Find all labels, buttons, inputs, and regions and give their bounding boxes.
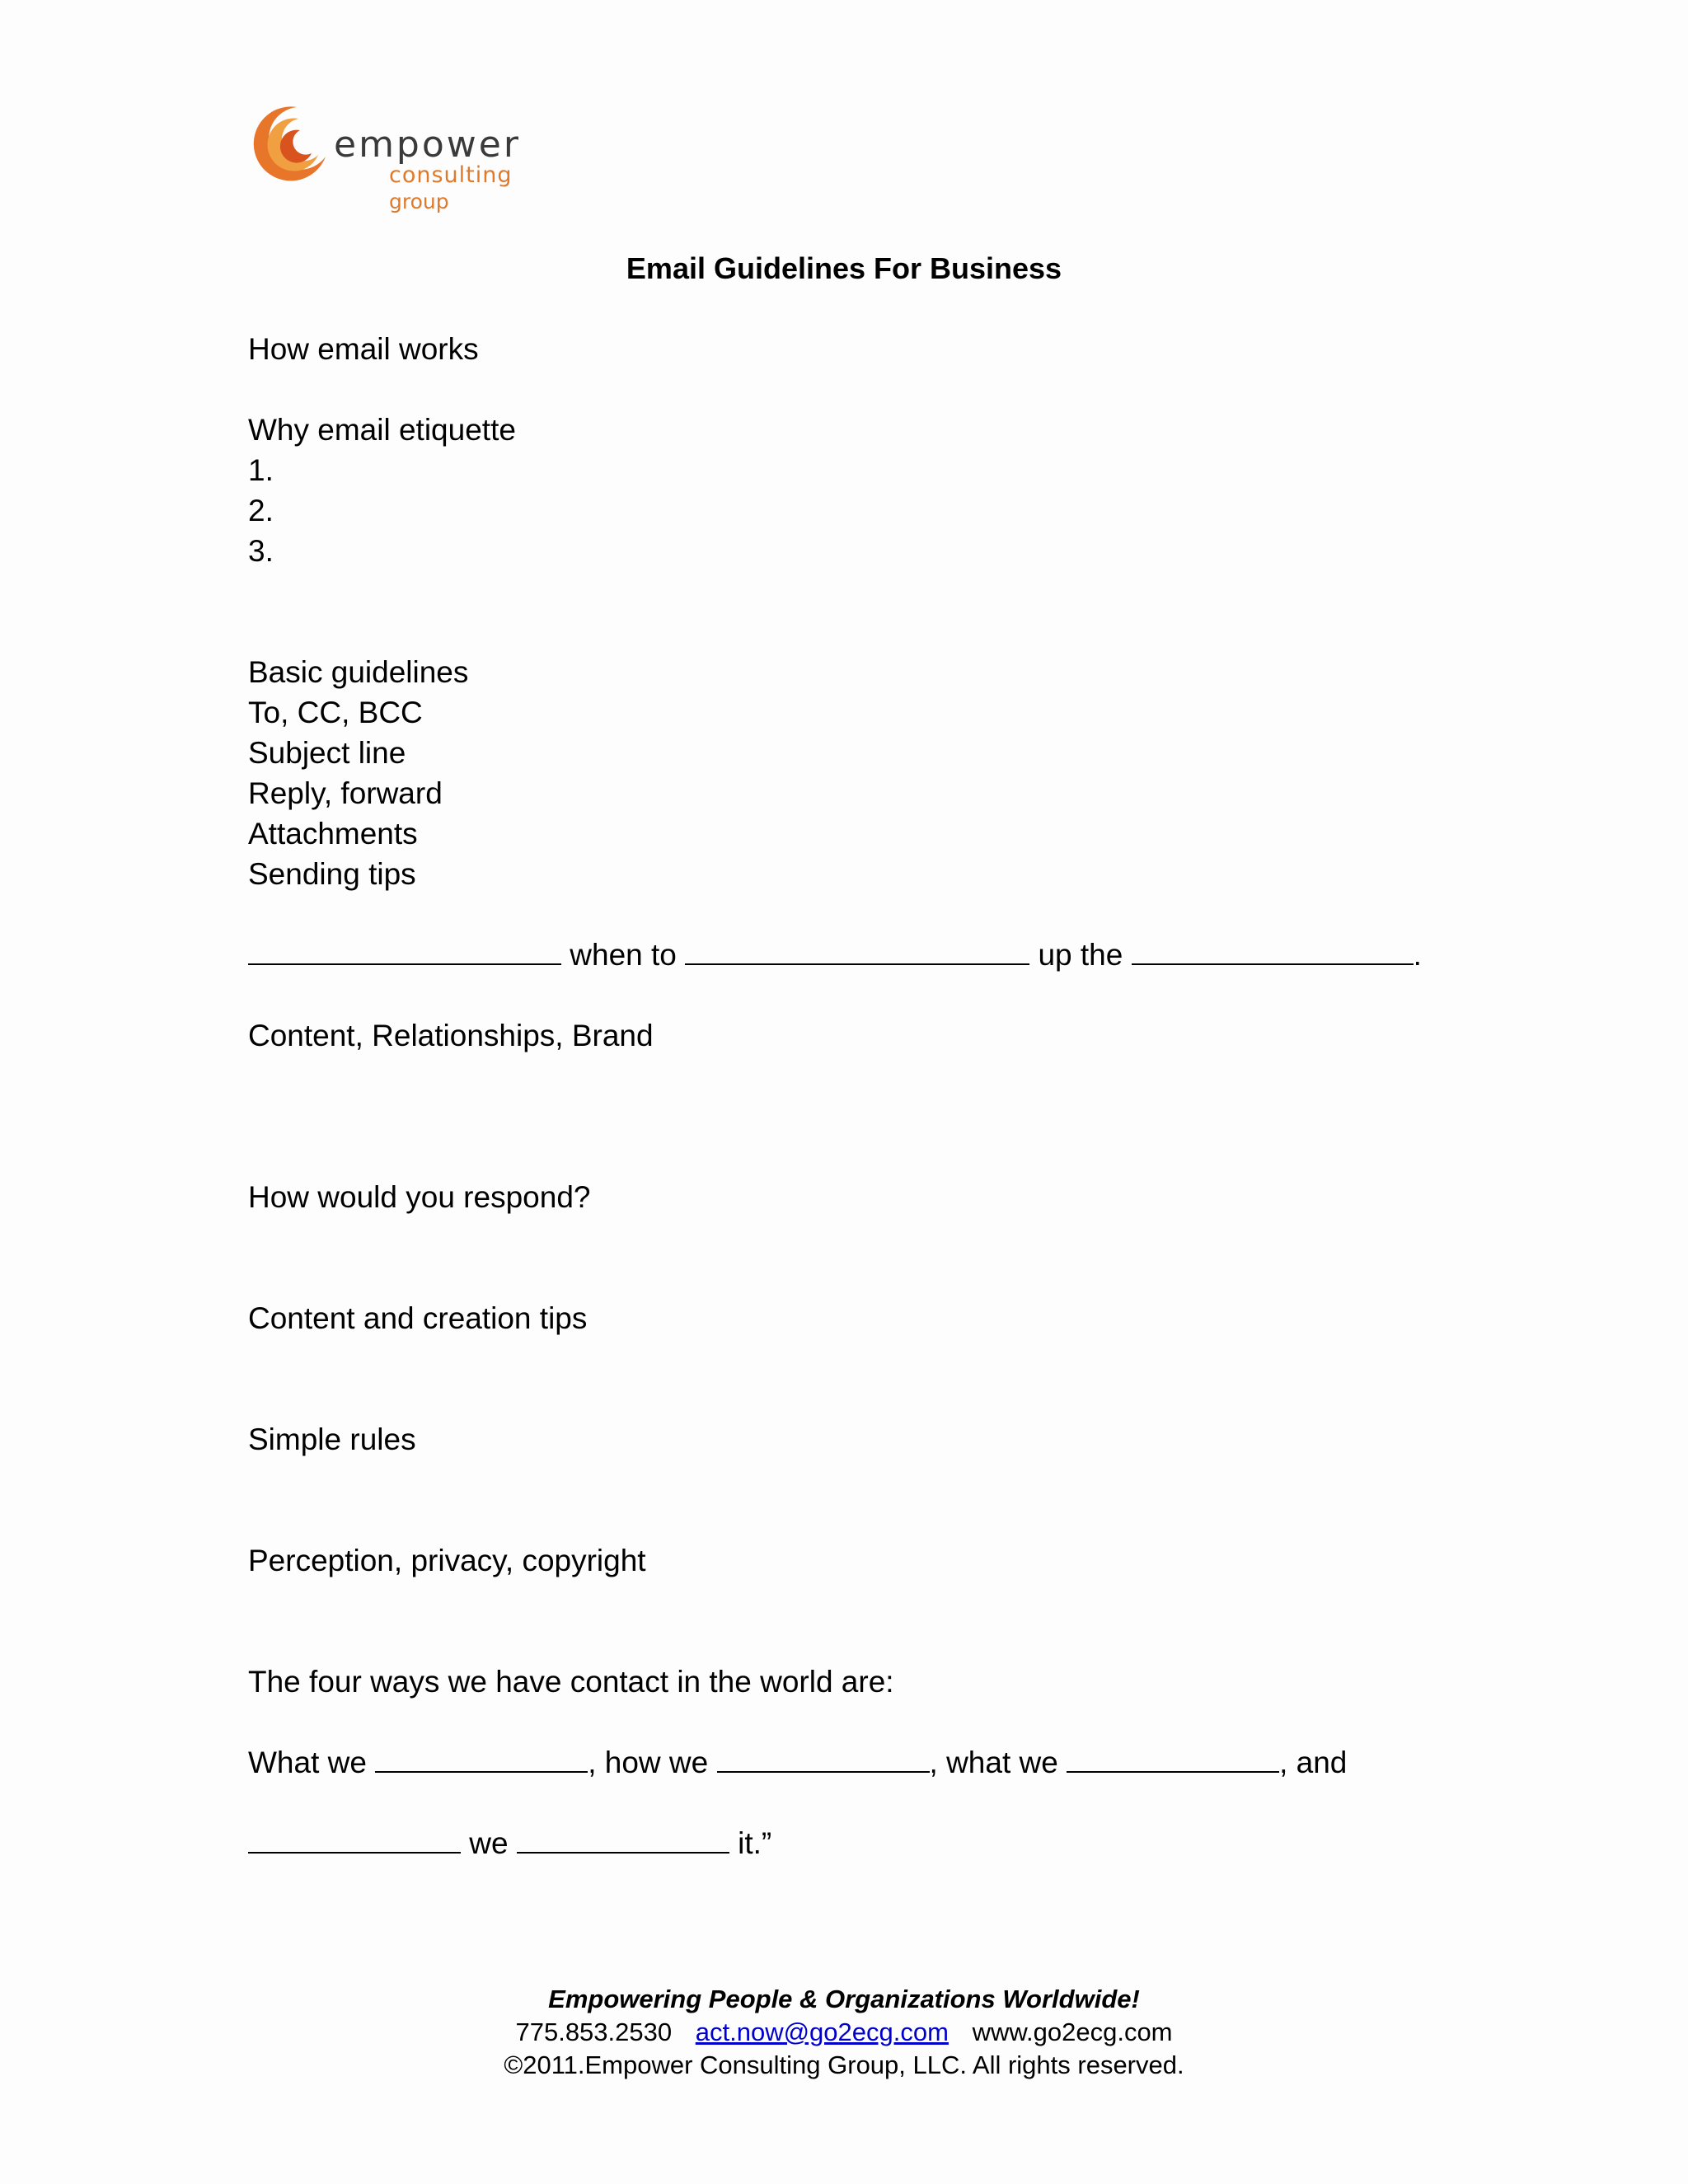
guideline-item: Sending tips (248, 857, 416, 891)
fill-text: up the (1038, 938, 1123, 972)
fill-text: What we (248, 1746, 367, 1779)
blank-line[interactable] (1067, 1746, 1279, 1773)
heading-basic-guidelines: Basic guidelines (248, 655, 469, 689)
fill-in-sentence-1 (248, 938, 1422, 972)
numbered-item-1: 1. (248, 453, 274, 487)
logo-subtitle-consulting: consulting (389, 162, 513, 188)
document-title: Email Guidelines For Business (626, 251, 1062, 285)
blank-line[interactable] (517, 1827, 729, 1854)
footer-contact (0, 2018, 1688, 2047)
heading-perception: Perception, privacy, copyright (248, 1544, 646, 1577)
heading-content-creation: Content and creation tips (248, 1301, 588, 1335)
fill-in-sentence-2-continued (248, 1826, 771, 1861)
heading-how-email-works: How email works (248, 332, 479, 366)
guideline-item: Subject line (248, 736, 406, 770)
guideline-item: Attachments (248, 817, 418, 851)
logo-subtitle-group: group (389, 190, 449, 213)
blank-line[interactable] (248, 939, 561, 965)
heading-how-respond: How would you respond? (248, 1180, 591, 1214)
blank-line[interactable] (1132, 939, 1414, 965)
fill-text: it.” (738, 1826, 772, 1860)
swirl-logo-icon (247, 99, 330, 185)
heading-why-etiquette: Why email etiquette (248, 413, 516, 447)
logo-wordmark: empower (334, 124, 521, 166)
blank-line[interactable] (375, 1746, 588, 1773)
company-logo (247, 95, 519, 218)
footer-email-link[interactable]: act.now@go2ecg.com (695, 2018, 949, 2046)
numbered-item-2: 2. (248, 494, 274, 527)
heading-content-relationships-brand: Content, Relationships, Brand (248, 1019, 654, 1052)
footer-phone: 775.853.2530 (515, 2018, 673, 2046)
numbered-item-3: 3. (248, 534, 274, 568)
blank-line[interactable] (248, 1827, 461, 1854)
footer-copyright: ©2011.Empower Consulting Group, LLC. All rights reserved. (504, 2050, 1184, 2079)
fill-text: . (1413, 938, 1422, 972)
footer-website: www.go2ecg.com (972, 2018, 1173, 2046)
heading-four-ways: The four ways we have contact in the world are: (248, 1665, 894, 1699)
fill-text: , what we (929, 1746, 1058, 1779)
fill-in-sentence-2 (248, 1746, 1347, 1780)
heading-simple-rules: Simple rules (248, 1422, 416, 1456)
fill-text: we (469, 1826, 509, 1860)
blank-line[interactable] (685, 939, 1029, 965)
guideline-item: Reply, forward (248, 776, 443, 810)
blank-line[interactable] (717, 1746, 930, 1773)
guideline-item: To, CC, BCC (248, 696, 423, 729)
fill-text: , how we (588, 1746, 709, 1779)
fill-text: when to (570, 938, 677, 972)
footer-tagline: Empowering People & Organizations Worldwide! (548, 1985, 1140, 2013)
fill-text: , and (1279, 1746, 1348, 1779)
